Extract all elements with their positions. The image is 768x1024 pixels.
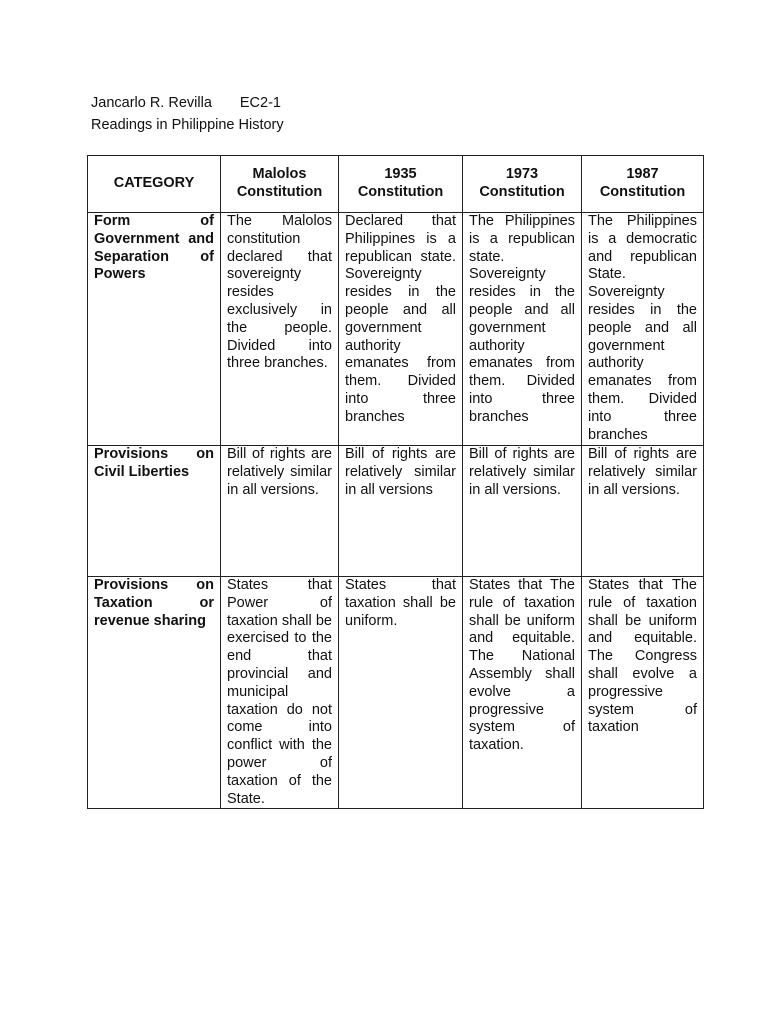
table-cell: States that The rule of taxation shall be uniform and equitable. The National Assembly shall evolve a progressive system of taxation.	[463, 577, 582, 809]
table-row	[88, 446, 704, 577]
table-cell: Bill of rights are relatively similar in all versions.	[463, 446, 582, 577]
document-header	[91, 92, 284, 136]
table-cell: States that taxation shall be uniform.	[339, 577, 463, 809]
column-header-1987: 1987 Constitution	[582, 156, 704, 213]
table-header-row	[88, 156, 704, 213]
column-header-category: CATEGORY	[88, 156, 221, 213]
subject-title: Readings in Philippine History	[91, 117, 284, 133]
table-cell: The Philippines is a democratic and republican State. Sovereignty resides in the people and all government authority emanates from them. Divided into three branches	[582, 213, 704, 446]
table-row	[88, 213, 704, 446]
table-cell: States that The rule of taxation shall be uniform and equitable. The Congress shall evolve a progressive system of taxation	[582, 577, 704, 809]
category-cell: Form of Government and Separation of Powers	[88, 213, 221, 446]
column-header-malolos: Malolos Constitution	[221, 156, 339, 213]
table-cell: States that Power of taxation shall be exercised to the end that provincial and municipal taxation do not come into conflict with the power of taxation of the State.	[221, 577, 339, 809]
table-cell: Bill of rights are relatively similar in all versions	[339, 446, 463, 577]
author-name: Jancarlo R. Revilla	[91, 95, 212, 111]
table-cell: The Malolos constitution declared that sovereignty resides exclusively in the people. Divided into three branches.	[221, 213, 339, 446]
table-cell: The Philippines is a republican state. Sovereignty resides in the people and all government authority emanates from them. Divided into three branches	[463, 213, 582, 446]
column-header-1935: 1935 Constitution	[339, 156, 463, 213]
table-row	[88, 577, 704, 809]
constitution-comparison-table	[87, 155, 704, 809]
table-cell: Bill of rights are relatively similar in all versions.	[582, 446, 704, 577]
author-line	[91, 92, 284, 114]
category-cell: Provisions on Civil Liberties	[88, 446, 221, 577]
table-cell: Declared that Philippines is a republican state. Sovereignty resides in the people and all government authority emanates from them. Divided into three branches	[339, 213, 463, 446]
category-cell: Provisions on Taxation or revenue sharing	[88, 577, 221, 809]
course-code: EC2-1	[239, 95, 281, 111]
column-header-1973: 1973 Constitution	[463, 156, 582, 213]
table-cell: Bill of rights are relatively similar in all versions.	[221, 446, 339, 577]
